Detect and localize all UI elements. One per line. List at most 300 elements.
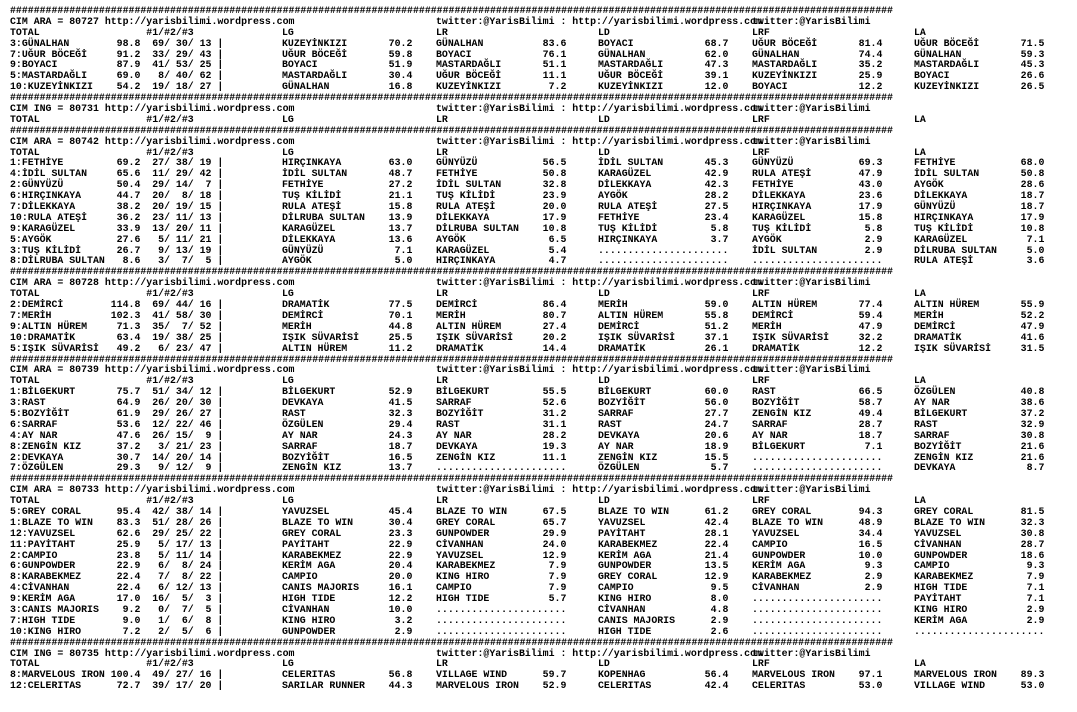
lr-cell: IŞIK SÜVARİSİ 20.2 — [436, 331, 567, 343]
ld-header: LD — [598, 288, 610, 300]
ld-cell: ÖZGÜLEN 5.7 — [598, 462, 729, 474]
la-cell: AYGÖK 28.6 — [914, 179, 1045, 191]
lrf-cell: MARVELOUS IRON 97.1 — [752, 669, 883, 681]
table-row — [10, 463, 1072, 474]
lg-cell: IŞIK SÜVARİSİ 25.5 — [282, 331, 413, 343]
total-cell: 12:CELERITAS 72.7 39/ 17/ 20 | — [10, 680, 224, 692]
race-header-part: twitter:@YarisBilimi — [752, 103, 871, 115]
ld-cell: CİVANHAN 4.8 — [598, 603, 729, 615]
la-cell: TUŞ KİLİDİ 10.8 — [914, 222, 1045, 234]
la-cell: KING HIRO 2.9 — [914, 603, 1045, 615]
la-cell: AY NAR 38.6 — [914, 397, 1045, 409]
lg-cell: DİLEKKAYA 13.6 — [282, 233, 413, 245]
total-cell: 8:DİLRUBA SULTAN 8.6 3/ 7/ 5 | — [10, 255, 224, 267]
total-cell: 7:DİLEKKAYA 38.2 20/ 19/ 15 | — [10, 201, 224, 213]
lrf-cell: CELERITAS 53.0 — [752, 680, 883, 692]
ld-cell: AY NAR 18.9 — [598, 440, 729, 452]
lg-cell: DİLRUBA SULTAN 13.9 — [282, 211, 413, 223]
ld-cell: MERİH 59.0 — [598, 299, 729, 311]
total-cell: 10:DRAMATİK 63.4 19/ 38/ 25 | — [10, 331, 224, 343]
lr-cell: CAMPIO 7.9 — [436, 582, 567, 594]
lg-cell: YAVUZSEL 45.4 — [282, 505, 413, 517]
lr-cell: BOYACI 76.1 — [436, 48, 567, 60]
lrf-cell: DEMİRCİ 59.4 — [752, 309, 883, 321]
ld-header: LD — [598, 495, 610, 507]
ld-cell: HIRÇINKAYA 3.7 — [598, 233, 729, 245]
lg-cell: CELERITAS 56.8 — [282, 669, 413, 681]
lg-cell: ÖZGÜLEN 29.4 — [282, 418, 413, 430]
total-cell: 6:SARRAF 53.6 12/ 22/ 46 | — [10, 418, 224, 430]
lg-cell: DRAMATİK 77.5 — [282, 299, 413, 311]
ld-cell: GUNPOWDER 13.5 — [598, 560, 729, 572]
lr-cell: DRAMATİK 14.4 — [436, 342, 567, 354]
la-cell: YAVUZSEL 30.8 — [914, 527, 1045, 539]
la-cell: HIGH TIDE 7.1 — [914, 582, 1045, 594]
lg-cell: MASTARDAĞLI 30.4 — [282, 70, 413, 82]
ld-cell: CELERITAS 42.4 — [598, 680, 729, 692]
total-cell: 8:ZENGİN KIZ 37.2 3/ 21/ 23 | — [10, 440, 224, 452]
separator-rule — [10, 638, 1072, 649]
la-header: LA — [914, 288, 926, 300]
ld-cell: İDİL SULTAN 45.3 — [598, 157, 729, 169]
lg-cell: ALTIN HÜREM 11.2 — [282, 342, 413, 354]
lrf-cell: ...................... — [752, 625, 883, 637]
lr-header: LR — [436, 113, 448, 125]
la-cell: GÜNYÜZÜ 18.7 — [914, 201, 1045, 213]
lr-cell: İDİL SULTAN 32.8 — [436, 179, 567, 191]
ld-cell: BİLGEKURT 60.0 — [598, 386, 729, 398]
table-row — [10, 529, 1072, 540]
lrf-cell: CİVANHAN 2.9 — [752, 582, 883, 594]
la-cell: DİLEKKAYA 18.7 — [914, 190, 1045, 202]
lr-cell: CİVANHAN 24.0 — [436, 538, 567, 550]
lrf-cell: KARABEKMEZ 2.9 — [752, 571, 883, 583]
lr-header: LR — [436, 26, 448, 38]
lg-cell: HIRÇINKAYA 63.0 — [282, 157, 413, 169]
lrf-cell: FETHİYE 43.0 — [752, 179, 883, 191]
la-cell: DRAMATİK 41.6 — [914, 331, 1045, 343]
ld-cell: KARABEKMEZ 22.4 — [598, 538, 729, 550]
table-row — [10, 344, 1072, 355]
lg-header: LG — [282, 288, 294, 300]
lr-cell: ...................... — [436, 614, 567, 626]
la-cell: RULA ATEŞİ 3.6 — [914, 255, 1045, 267]
lrf-cell: AY NAR 18.7 — [752, 429, 883, 441]
lr-header: LR — [436, 146, 448, 158]
la-cell: KARABEKMEZ 7.9 — [914, 571, 1045, 583]
lr-cell: HIRÇINKAYA 4.7 — [436, 255, 567, 267]
la-cell: KERİM AGA 2.9 — [914, 614, 1045, 626]
lrf-cell: SARRAF 28.7 — [752, 418, 883, 430]
la-cell: KARAGÜZEL 7.1 — [914, 233, 1045, 245]
lr-cell: ZENGİN KIZ 11.1 — [436, 451, 567, 463]
lr-cell: DİLRUBA SULTAN 10.8 — [436, 222, 567, 234]
lrf-cell: BİLGEKURT 7.1 — [752, 440, 883, 452]
lg-cell: DEVKAYA 41.5 — [282, 397, 413, 409]
ld-cell: ALTIN HÜREM 55.8 — [598, 309, 729, 321]
lr-cell: DEVKAYA 19.3 — [436, 440, 567, 452]
race-header-part: twitter:@YarisBilimi — [752, 135, 871, 147]
total-cell: 8:MARVELOUS IRON 100.4 49/ 27/ 16 | — [10, 669, 224, 681]
ld-cell: KARAGÜZEL 42.9 — [598, 168, 729, 180]
lrf-cell: TUŞ KİLİDİ 5.8 — [752, 222, 883, 234]
total-cell: 12:YAVUZSEL 62.6 29/ 25/ 22 | — [10, 527, 224, 539]
lr-cell: TUŞ KİLİDİ 23.9 — [436, 190, 567, 202]
lr-cell: BİLGEKURT 55.5 — [436, 386, 567, 398]
lr-cell: MERİH 80.7 — [436, 309, 567, 321]
lg-cell: UĞUR BÖCEĞİ 59.8 — [282, 48, 413, 60]
lrf-cell: ...................... — [752, 603, 883, 615]
la-cell: ALTIN HÜREM 55.9 — [914, 299, 1045, 311]
la-cell: BİLGEKURT 37.2 — [914, 407, 1045, 419]
ld-cell: RAST 24.7 — [598, 418, 729, 430]
ld-header: LD — [598, 146, 610, 158]
lrf-header: LRF — [752, 288, 770, 300]
total-cell: 2:DEMİRCİ 114.8 69/ 44/ 16 | — [10, 299, 224, 311]
lr-header: LR — [436, 288, 448, 300]
total-cell: 10:KING HIRO 7.2 2/ 5/ 6 | — [10, 625, 224, 637]
ld-cell: CANIS MAJORIS 2.9 — [598, 614, 729, 626]
total-header: TOTAL #1/#2/#3 — [10, 26, 194, 38]
lg-cell: GÜNALHAN 16.8 — [282, 81, 413, 93]
column-header-row — [10, 115, 1072, 126]
lrf-cell: ALTIN HÜREM 77.4 — [752, 299, 883, 311]
la-cell: ...................... — [914, 625, 1045, 637]
race-header-part: twitter:@YarisBilimi — [752, 364, 871, 376]
lg-cell: RAST 32.3 — [282, 407, 413, 419]
lr-cell: SARRAF 52.6 — [436, 397, 567, 409]
la-header: LA — [914, 375, 926, 387]
total-header: TOTAL #1/#2/#3 — [10, 146, 194, 158]
table-row — [10, 431, 1072, 442]
total-cell: 5:BOZYİĞİT 61.9 29/ 26/ 27 | — [10, 407, 224, 419]
lr-cell: RULA ATEŞİ 20.0 — [436, 201, 567, 213]
total-cell: 9:ALTIN HÜREM 71.3 35/ 7/ 52 | — [10, 320, 224, 332]
total-cell: 9:KARAGÜZEL 33.9 13/ 20/ 11 | — [10, 222, 224, 234]
lrf-cell: MASTARDAĞLI 35.2 — [752, 59, 883, 71]
la-cell: DEVKAYA 8.7 — [914, 462, 1045, 474]
total-cell: 7:ÖZGÜLEN 29.3 9/ 12/ 9 | — [10, 462, 224, 474]
la-cell: GUNPOWDER 18.6 — [914, 549, 1045, 561]
total-cell: 2:GÜNYÜZÜ 50.4 29/ 14/ 7 | — [10, 179, 224, 191]
la-header: LA — [914, 146, 926, 158]
table-row — [10, 39, 1072, 50]
lrf-cell: AYGÖK 2.9 — [752, 233, 883, 245]
la-cell: PAYİTAHT 7.1 — [914, 593, 1045, 605]
total-cell: 5:AYGÖK 27.6 5/ 11/ 21 | — [10, 233, 224, 245]
race-header-part: twitter:@YarisBilimi : http://yarisbilimi.wordpress.com — [436, 277, 762, 289]
total-cell: 3:CANIS MAJORIS 9.2 0/ 7/ 5 | — [10, 603, 224, 615]
ld-cell: ...................... — [598, 244, 729, 256]
lrf-cell: GUNPOWDER 10.0 — [752, 549, 883, 561]
total-cell: 10:KUZEYİNKIZI 54.2 19/ 18/ 27 | — [10, 81, 224, 93]
lrf-header: LRF — [752, 26, 770, 38]
lrf-cell: YAVUZSEL 34.4 — [752, 527, 883, 539]
lrf-cell: KERİM AGA 9.3 — [752, 560, 883, 572]
lr-cell: KING HIRO 7.9 — [436, 571, 567, 583]
la-cell: GREY CORAL 81.5 — [914, 505, 1045, 517]
lrf-header: LRF — [752, 113, 770, 125]
lg-cell: İDİL SULTAN 48.7 — [282, 168, 413, 180]
lrf-cell: DRAMATİK 12.2 — [752, 342, 883, 354]
total-header: TOTAL #1/#2/#3 — [10, 658, 194, 670]
lrf-cell: HIRÇINKAYA 17.9 — [752, 201, 883, 213]
ld-cell: UĞUR BÖCEĞİ 39.1 — [598, 70, 729, 82]
race-header-part: twitter:@YarisBilimi — [752, 484, 871, 496]
lrf-cell: ...................... — [752, 593, 883, 605]
lr-cell: ...................... — [436, 625, 567, 637]
race-header-part: CIM ARA = 80727 http://yarisbilimi.wordpress.com — [10, 15, 295, 27]
total-header: TOTAL #1/#2/#3 — [10, 113, 194, 125]
lr-cell: BOZYİĞİT 31.2 — [436, 407, 567, 419]
la-cell: BOYACI 26.6 — [914, 70, 1045, 82]
total-cell: 9:BOYACI 87.9 41/ 53/ 25 | — [10, 59, 224, 71]
total-cell: 9:KERİM AGA 17.0 16/ 5/ 3 | — [10, 593, 224, 605]
lg-cell: BLAZE TO WIN 30.4 — [282, 516, 413, 528]
lrf-cell: KUZEYİNKIZI 25.9 — [752, 70, 883, 82]
lr-cell: KUZEYİNKIZI 7.2 — [436, 81, 567, 93]
ld-cell: KOPENHAG 56.4 — [598, 669, 729, 681]
la-cell: BOZYİĞİT 21.6 — [914, 440, 1045, 452]
lg-header: LG — [282, 658, 294, 670]
ld-cell: IŞIK SÜVARİSİ 37.1 — [598, 331, 729, 343]
total-cell: 7:HIGH TIDE 9.0 1/ 6/ 8 | — [10, 614, 224, 626]
ld-cell: YAVUZSEL 42.4 — [598, 516, 729, 528]
total-cell: 4:AY NAR 47.6 26/ 15/ 9 | — [10, 429, 224, 441]
ld-cell: BOZYİĞİT 56.0 — [598, 397, 729, 409]
la-cell: VILLAGE WIND 53.0 — [914, 680, 1045, 692]
ld-cell: AYGÖK 28.2 — [598, 190, 729, 202]
ld-cell: BLAZE TO WIN 61.2 — [598, 505, 729, 517]
total-cell: 10:RULA ATEŞİ 36.2 23/ 11/ 13 | — [10, 211, 224, 223]
ld-header: LD — [598, 113, 610, 125]
la-cell: ZENGİN KIZ 21.6 — [914, 451, 1045, 463]
total-header: TOTAL #1/#2/#3 — [10, 288, 194, 300]
lrf-cell: IŞIK SÜVARİSİ 32.2 — [752, 331, 883, 343]
lrf-cell: BOZYİĞİT 58.7 — [752, 397, 883, 409]
race-header-part: twitter:@YarisBilimi : http://yarisbilimi.wordpress.com — [436, 647, 762, 659]
ld-cell: GREY CORAL 12.9 — [598, 571, 729, 583]
total-cell: 3:RAST 64.9 26/ 20/ 30 | — [10, 397, 224, 409]
lg-cell: KING HIRO 3.2 — [282, 614, 413, 626]
total-cell: 5:MASTARDAĞLI 69.0 8/ 40/ 62 | — [10, 70, 224, 82]
lr-cell: ALTIN HÜREM 27.4 — [436, 320, 567, 332]
la-cell: DEMİRCİ 47.9 — [914, 320, 1045, 332]
lr-cell: GÜNYÜZÜ 56.5 — [436, 157, 567, 169]
la-cell: MARVELOUS IRON 89.3 — [914, 669, 1045, 681]
la-cell: İDİL SULTAN 50.8 — [914, 168, 1045, 180]
lr-header: LR — [436, 495, 448, 507]
race-header-part: twitter:@YarisBilimi — [752, 15, 871, 27]
lg-cell: KUZEYİNKIZI 70.2 — [282, 37, 413, 49]
total-cell: 8:KARABEKMEZ 22.4 7/ 8/ 22 | — [10, 571, 224, 583]
ld-cell: DEVKAYA 20.6 — [598, 429, 729, 441]
lg-cell: CİVANHAN 10.0 — [282, 603, 413, 615]
la-cell: HIRÇINKAYA 17.9 — [914, 211, 1045, 223]
la-header: LA — [914, 113, 926, 125]
ld-cell: CAMPIO 9.5 — [598, 582, 729, 594]
race-header-part: twitter:@YarisBilimi : http://yarisbilimi.wordpress.com — [436, 364, 762, 376]
lrf-cell: GÜNALHAN 74.4 — [752, 48, 883, 60]
la-cell: UĞUR BÖCEĞİ 71.5 — [914, 37, 1045, 49]
lrf-header: LRF — [752, 495, 770, 507]
lg-header: LG — [282, 146, 294, 158]
total-cell: 5:GREY CORAL 95.4 42/ 38/ 14 | — [10, 505, 224, 517]
race-report-sheet — [10, 6, 1072, 710]
race-header-part: CIM ARA = 80739 http://yarisbilimi.wordpress.com — [10, 364, 295, 376]
ld-cell: TUŞ KİLİDİ 5.8 — [598, 222, 729, 234]
la-cell: IŞIK SÜVARİSİ 31.5 — [914, 342, 1045, 354]
lr-cell: GÜNALHAN 83.6 — [436, 37, 567, 49]
lrf-cell: UĞUR BÖCEĞİ 81.4 — [752, 37, 883, 49]
lr-cell: ...................... — [436, 462, 567, 474]
total-cell: 1:BLAZE TO WIN 83.3 51/ 28/ 26 | — [10, 516, 224, 528]
la-cell: KUZEYİNKIZI 26.5 — [914, 81, 1045, 93]
lg-cell: FETHİYE 27.2 — [282, 179, 413, 191]
ld-cell: DEMİRCİ 51.2 — [598, 320, 729, 332]
total-cell: 5:IŞIK SÜVARİSİ 49.2 6/ 23/ 47 | — [10, 342, 224, 354]
lg-header: LG — [282, 495, 294, 507]
la-cell: CAMPIO 9.3 — [914, 560, 1045, 572]
lrf-cell: ...................... — [752, 614, 883, 626]
ld-cell: GÜNALHAN 62.0 — [598, 48, 729, 60]
ld-cell: DRAMATİK 26.1 — [598, 342, 729, 354]
ld-cell: RULA ATEŞİ 27.5 — [598, 201, 729, 213]
lg-cell: SARILAR RUNNER 44.3 — [282, 680, 413, 692]
race-header-part: CIM ARA = 80742 http://yarisbilimi.wordpress.com — [10, 135, 295, 147]
la-cell: BLAZE TO WIN 32.3 — [914, 516, 1045, 528]
race-header-part: twitter:@YarisBilimi : http://yarisbilimi.wordpress.com — [436, 103, 762, 115]
lg-cell: HIGH TIDE 12.2 — [282, 593, 413, 605]
race-header-part: CIM ARA = 80728 http://yarisbilimi.wordpress.com — [10, 277, 295, 289]
race-header — [10, 137, 1072, 148]
lg-cell: PAYİTAHT 22.9 — [282, 538, 413, 550]
table-row — [10, 442, 1072, 453]
lg-cell: AY NAR 24.3 — [282, 429, 413, 441]
lrf-cell: RAST 66.5 — [752, 386, 883, 398]
lr-cell: KARABEKMEZ 7.9 — [436, 560, 567, 572]
la-cell: GÜNALHAN 59.3 — [914, 48, 1045, 60]
table-row — [10, 333, 1072, 344]
lrf-header: LRF — [752, 146, 770, 158]
total-cell: 1:FETHİYE 69.2 27/ 38/ 19 | — [10, 157, 224, 169]
total-cell: 3:TUŞ KİLİDİ 26.7 9/ 13/ 19 | — [10, 244, 224, 256]
lg-cell: GUNPOWDER 2.9 — [282, 625, 413, 637]
lg-cell: GÜNYÜZÜ 7.1 — [282, 244, 413, 256]
table-row — [10, 256, 1072, 267]
la-cell: MASTARDAĞLI 45.3 — [914, 59, 1045, 71]
lrf-cell: BLAZE TO WIN 48.9 — [752, 516, 883, 528]
total-cell: 4:CİVANHAN 22.4 6/ 12/ 13 | — [10, 582, 224, 594]
lrf-cell: MERİH 47.9 — [752, 320, 883, 332]
ld-cell: ZENGİN KIZ 15.5 — [598, 451, 729, 463]
lrf-header: LRF — [752, 375, 770, 387]
lrf-cell: ...................... — [752, 462, 883, 474]
la-header: LA — [914, 495, 926, 507]
lg-cell: BOYACI 51.9 — [282, 59, 413, 71]
lr-cell: MASTARDAĞLI 51.1 — [436, 59, 567, 71]
lrf-cell: GÜNYÜZÜ 69.3 — [752, 157, 883, 169]
ld-cell: MASTARDAĞLI 47.3 — [598, 59, 729, 71]
lg-header: LG — [282, 113, 294, 125]
la-cell: DİLRUBA SULTAN 5.0 — [914, 244, 1045, 256]
lrf-cell: ...................... — [752, 451, 883, 463]
ld-header: LD — [598, 658, 610, 670]
lr-cell: BLAZE TO WIN 67.5 — [436, 505, 567, 517]
la-cell: SARRAF 30.8 — [914, 429, 1045, 441]
race-header-part: twitter:@YarisBilimi : http://yarisbilimi.wordpress.com — [436, 484, 762, 496]
ld-cell: BOYACI 68.7 — [598, 37, 729, 49]
ld-cell: FETHİYE 23.4 — [598, 211, 729, 223]
lg-header: LG — [282, 26, 294, 38]
total-cell: 3:GÜNALHAN 98.8 69/ 30/ 13 | — [10, 37, 224, 49]
lr-cell: HIGH TIDE 5.7 — [436, 593, 567, 605]
la-cell: FETHİYE 68.0 — [914, 157, 1045, 169]
lg-cell: KARAGÜZEL 13.7 — [282, 222, 413, 234]
ld-cell: SARRAF 27.7 — [598, 407, 729, 419]
lrf-cell: CAMPIO 16.5 — [752, 538, 883, 550]
lrf-cell: RULA ATEŞİ 47.9 — [752, 168, 883, 180]
race-header-part: twitter:@YarisBilimi — [752, 277, 871, 289]
lr-cell: ...................... — [436, 603, 567, 615]
ld-cell: DİLEKKAYA 42.3 — [598, 179, 729, 191]
ld-cell: HIGH TIDE 2.6 — [598, 625, 729, 637]
lg-cell: BİLGEKURT 52.9 — [282, 386, 413, 398]
lr-cell: MARVELOUS IRON 52.9 — [436, 680, 567, 692]
lg-cell: AYGÖK 5.0 — [282, 255, 413, 267]
lg-cell: SARRAF 18.7 — [282, 440, 413, 452]
race-header-part: CIM ING = 80735 http://yarisbilimi.wordpress.com — [10, 647, 295, 659]
la-cell: MERİH 52.2 — [914, 309, 1045, 321]
table-row — [10, 681, 1072, 692]
ld-cell: PAYİTAHT 28.1 — [598, 527, 729, 539]
lrf-cell: ...................... — [752, 255, 883, 267]
race-header-part: twitter:@YarisBilimi : http://yarisbilimi.wordpress.com — [436, 135, 762, 147]
total-cell: 11:PAYİTAHT 25.9 5/ 17/ 13 | — [10, 538, 224, 550]
la-cell: CİVANHAN 28.7 — [914, 538, 1045, 550]
lrf-cell: GREY CORAL 94.3 — [752, 505, 883, 517]
ld-cell: ...................... — [598, 255, 729, 267]
table-row — [10, 627, 1072, 638]
ld-cell: KUZEYİNKIZI 12.0 — [598, 81, 729, 93]
lrf-cell: İDİL SULTAN 2.9 — [752, 244, 883, 256]
lg-cell: KERİM AGA 20.4 — [282, 560, 413, 572]
lr-cell: RAST 31.1 — [436, 418, 567, 430]
total-header: TOTAL #1/#2/#3 — [10, 495, 194, 507]
lr-header: LR — [436, 658, 448, 670]
race-header-part: CIM ARA = 80733 http://yarisbilimi.wordpress.com — [10, 484, 295, 496]
lr-cell: GUNPOWDER 29.9 — [436, 527, 567, 539]
ld-header: LD — [598, 26, 610, 38]
total-cell: 6:GUNPOWDER 22.9 6/ 8/ 24 | — [10, 560, 224, 572]
lrf-cell: KARAGÜZEL 15.8 — [752, 211, 883, 223]
ld-cell: KERİM AGA 21.4 — [598, 549, 729, 561]
total-cell: 2:CAMPIO 23.8 5/ 11/ 14 | — [10, 549, 224, 561]
table-row — [10, 82, 1072, 93]
total-cell: 2:DEVKAYA 30.7 14/ 20/ 14 | — [10, 451, 224, 463]
lrf-cell: DİLEKKAYA 23.6 — [752, 190, 883, 202]
lg-cell: DEMİRCİ 70.1 — [282, 309, 413, 321]
race-header-part: CIM ING = 80731 http://yarisbilimi.wordpress.com — [10, 103, 295, 115]
lrf-header: LRF — [752, 658, 770, 670]
total-cell: 7:UĞUR BÖCEĞİ 91.2 33/ 29/ 43 | — [10, 48, 224, 60]
lr-cell: GREY CORAL 65.7 — [436, 516, 567, 528]
la-header: LA — [914, 658, 926, 670]
lg-cell: CAMPIO 20.0 — [282, 571, 413, 583]
lg-header: LG — [282, 375, 294, 387]
la-cell: ÖZGÜLEN 40.8 — [914, 386, 1045, 398]
lr-cell: FETHİYE 50.8 — [436, 168, 567, 180]
